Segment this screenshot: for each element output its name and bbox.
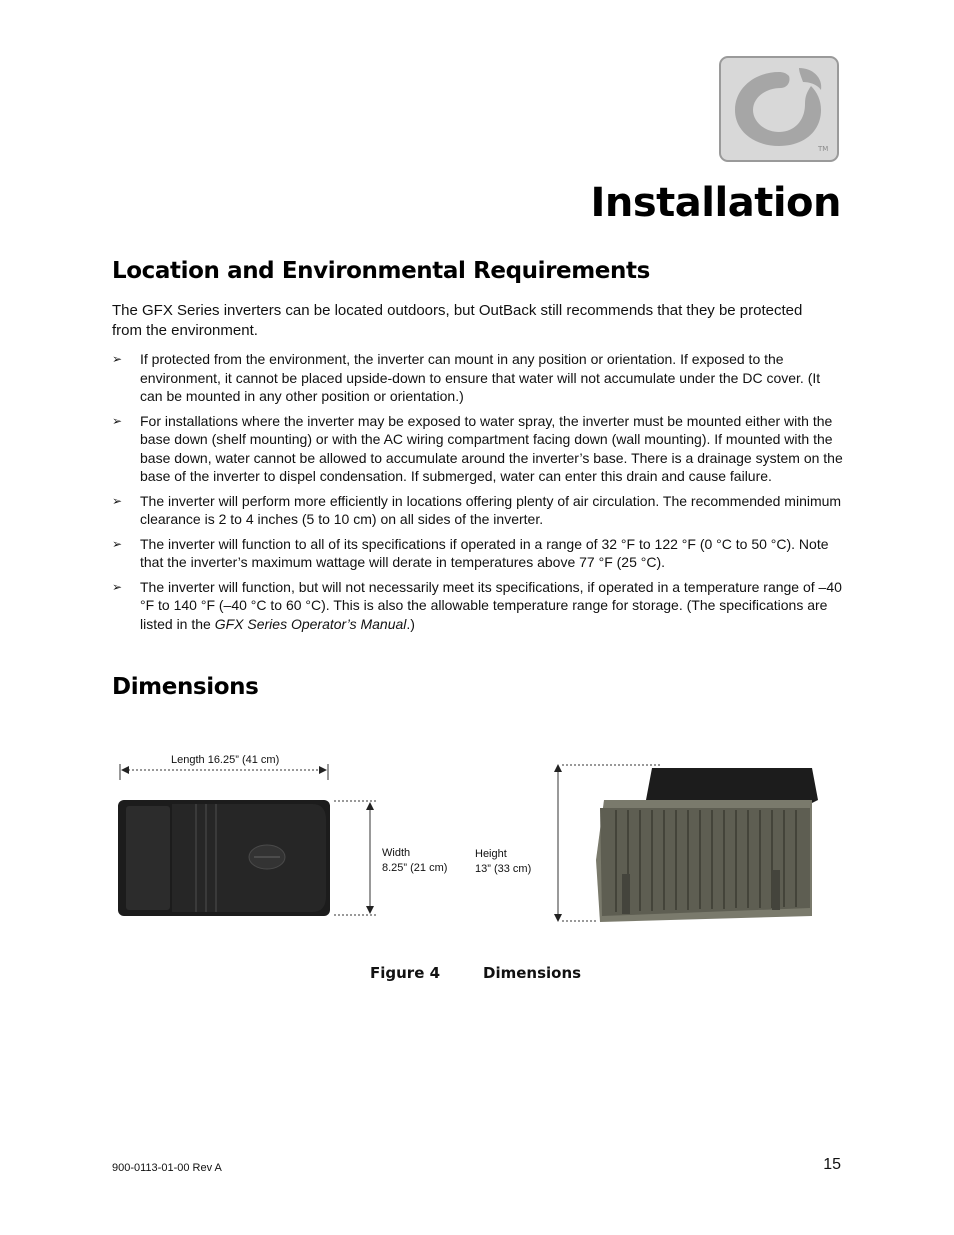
- height-label-value: 13” (33 cm): [475, 863, 532, 875]
- document-number: 900-0113-01-00 Rev A: [112, 1162, 222, 1174]
- requirements-list: [112, 350, 844, 639]
- location-intro: The GFX Series inverters can be located outdoors, but OutBack still recommends that they be protected from the environment.: [112, 302, 803, 339]
- height-label-title: Height: [475, 848, 507, 860]
- arrow-bullet-icon: ➢: [112, 536, 123, 551]
- arrow-bullet-icon: ➢: [112, 352, 123, 366]
- width-label-title: Width: [382, 847, 411, 859]
- figure-number: Figure 4: [370, 964, 441, 982]
- list-item: ➢ If protected from the environment, the inverter can mount in any position or orientation. If exposed to the environment, it cannot be placed upside-down to ensure that water will not accumulate under the DC cover. (It can be mounted in any other position or orientation.): [112, 351, 821, 404]
- width-dimension-arrow: [334, 801, 376, 915]
- manual-title: GFX Series Operator’s Manual: [214, 615, 407, 632]
- section-heading-location: Location and Environmental Requirements: [112, 258, 650, 284]
- outback-logo: [719, 56, 839, 162]
- page-number: 15: [823, 1156, 841, 1173]
- figure-title: Dimensions: [483, 964, 582, 982]
- inverter-top-view: [118, 800, 330, 916]
- list-item: ➢ For installations where the inverter may be exposed to water spray, the inverter must be mounted either with the base down (shelf mounting) or with the AC wiring compartment facing down (wall mounting). If mounted with the base down, water cannot be allowed to accumulate around the inverter’s base. There is a drainage system on the base of the inverter to dispel condensation. If submerged, water can enter this drain and cause failure.: [112, 412, 843, 484]
- arrow-bullet-icon: ➢: [112, 493, 123, 508]
- list-item: ➢ The inverter will function to all of its specifications if operated in a range of 32 °F to 122 °F (0 °C to 50 °C). Note that the inverter’s maximum wattage will derate in temperatures above 77 °F (25 °C).: [112, 535, 829, 570]
- arrow-bullet-icon: ➢: [112, 579, 123, 594]
- arrow-bullet-icon: ➢: [112, 413, 123, 428]
- figure-caption: [370, 964, 581, 982]
- inverter-side-view: [596, 768, 818, 922]
- list-item: ➢ The inverter will function, but will not necessarily meet its specifications, if operated in a temperature range of –40 °F to 140 °F (–40 °C to 60 °C). This is also the allowable temperature range for storage. (The specifications are listed in the GFX Series Operator’s Manual.): [112, 578, 842, 632]
- section-heading-dimensions: Dimensions: [112, 674, 259, 700]
- width-label-value: 8.25” (21 cm): [382, 862, 448, 874]
- trademark-text: TM: [818, 145, 829, 153]
- chapter-title: Installation: [590, 180, 841, 226]
- list-item: ➢ The inverter will perform more efficiently in locations offering plenty of air circulation. The recommended minimum clearance is 2 to 4 inches (5 to 10 cm) on all sides of the inverter.: [112, 492, 842, 527]
- dimensions-figure: [112, 740, 842, 940]
- length-label: Length 16.25” (41 cm): [171, 754, 280, 766]
